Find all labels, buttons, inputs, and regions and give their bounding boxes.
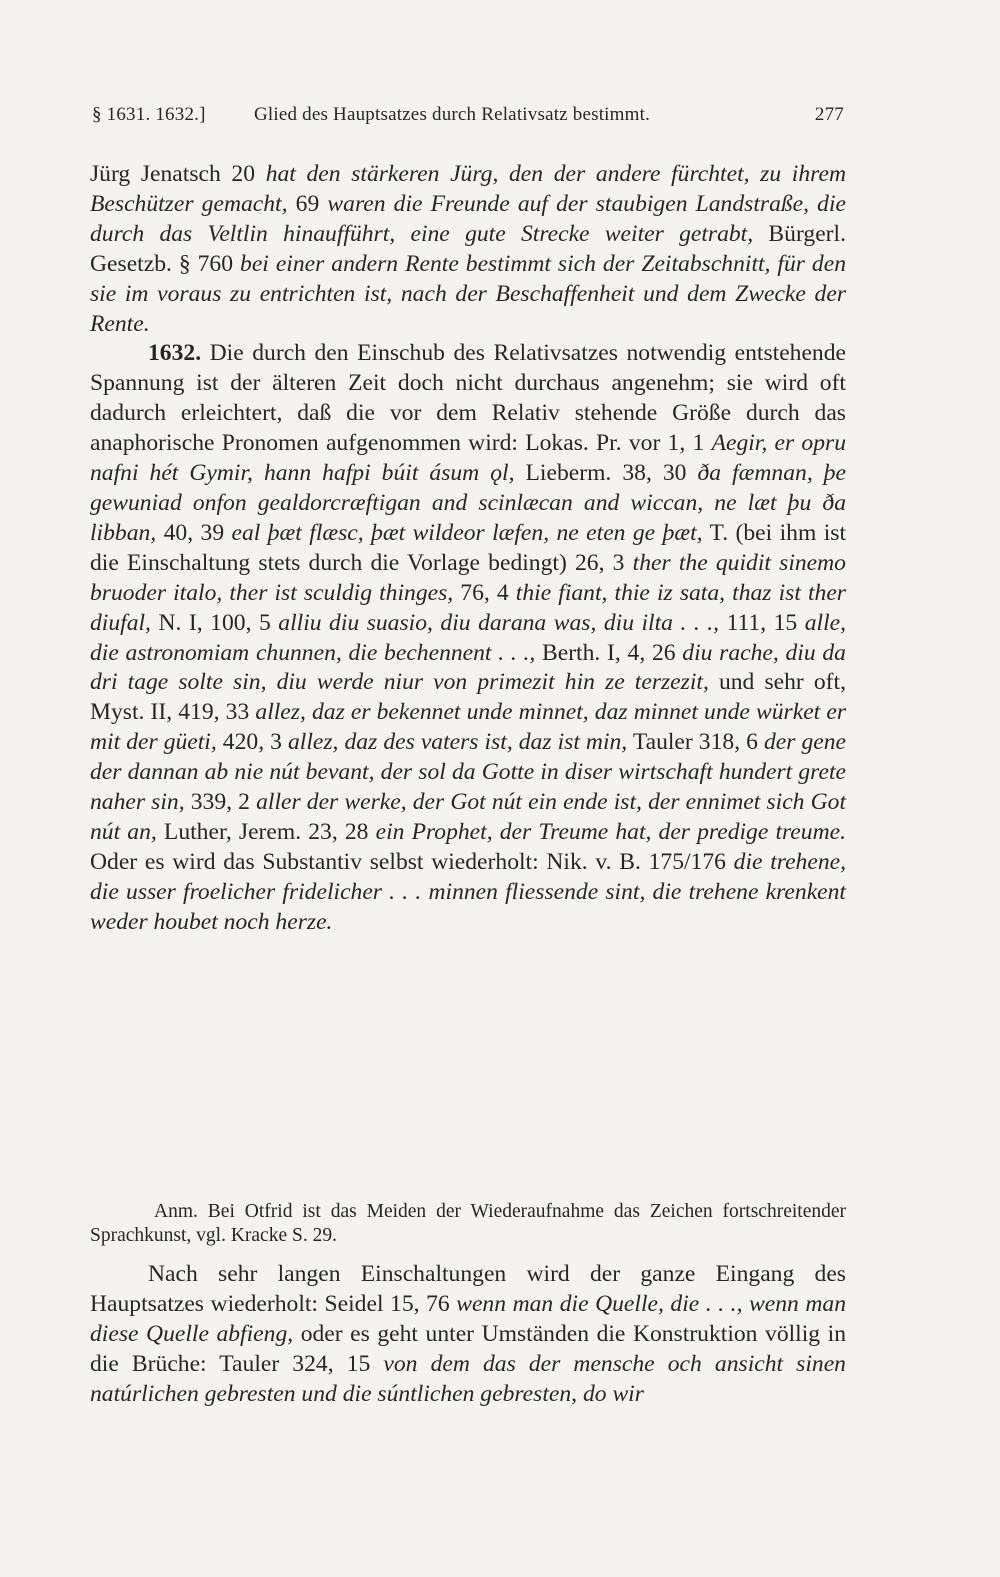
paragraph-long-insertions <box>90 1260 846 1410</box>
running-title: Glied des Hauptsatzes durch Relativsatz bestimmt. <box>254 104 651 125</box>
italic-quotation: eal þæt flæsc, þæt wildeor læfen, ne eten ge þæt, <box>231 519 703 546</box>
text-run: 69 <box>287 190 328 217</box>
text-run: T. (bei ihm ist die Einschaltung stets durch die Vorlage bedingt) 26, 3 <box>90 519 847 576</box>
running-header <box>92 104 844 134</box>
italic-quotation: alle, die astronomiam chunnen, die bechennent . . ., <box>90 609 847 666</box>
section-number: 1632. <box>148 340 202 367</box>
italic-quotation: von dem das der mensche och ansicht sinen natúrlichen gebresten und die súntlichen gebresten, do wir <box>90 1350 846 1407</box>
italic-quotation: ther the quidit sinemo bruoder italo, ther ist sculdig thinges, <box>90 549 846 606</box>
italic-quotation: ða fæmnan, þe gewuniad onfon gealdorcræftigan and scinlæcan and wiccan, ne læt þu ða libban, <box>90 460 847 546</box>
text-run: 76, 4 <box>453 579 516 606</box>
italic-quotation: diu rache, diu da dri tage solte sin, diu werde niur von primezit hin ze terzezit, <box>90 639 846 696</box>
italic-quotation: wenn man die Quelle, die . . ., wenn man diese Quelle abfieng, <box>90 1290 846 1347</box>
text-run: Oder es wird das Substantiv selbst wiederholt: Nik. v. B. 175/176 <box>90 848 734 875</box>
paragraph-1632 <box>90 339 846 937</box>
text-run: N. I, 100, 5 <box>150 609 279 636</box>
text-run: Nach sehr langen Einschaltungen wird der ganze Eingang des Hauptsatzes wiederholt: Seidel 15, 76 <box>90 1261 846 1317</box>
text-run: Jürg Jenatsch 20 <box>90 161 266 187</box>
italic-quotation: waren die Freunde auf der staubigen Landstraße, die durch das Veltlin hinaufführt, eine gute Strecke weiter getrabt, <box>90 190 847 247</box>
annotation-text: Anm. Bei Otfrid ist das Meiden der Wiederaufnahme das Zeichen fortschreitender Sprachkunst, vgl. Kracke S. 29. <box>90 1201 846 1246</box>
text-run: Die durch den Einschub des Relativsatzes notwendig entstehende Spannung ist der älteren Zeit doch nicht durchaus angenehm; sie wird oft dadurch erleichtert, daß die vor dem Relativ stehende Größe durch das anaphorische Pronomen aufgenommen wird: Lokas. Pr. vor 1, 1 <box>90 340 846 457</box>
annotation-note <box>90 1200 846 1248</box>
italic-quotation: ein Prophet, der Treume hat, der predige treume. <box>375 818 846 845</box>
text-run: 40, 39 <box>156 519 232 546</box>
text-run: Tauler 318, 6 <box>627 729 764 756</box>
text-run: oder es geht unter Umständen die Konstruktion völlig in die Brüche: Tauler 324, 15 <box>90 1320 846 1377</box>
italic-quotation: allez, daz er bekennet unde minnet, daz minnet unde würket er mit der güeti, <box>90 699 847 756</box>
italic-quotation: Aegir, er opru nafni hét Gymir, hann hafpi búit ásum ǫl, <box>90 430 846 487</box>
text-run: und sehr oft, Myst. II, 419, 33 <box>90 669 846 726</box>
text-run: Bürgerl. Gesetzb. § 760 <box>90 220 846 277</box>
main-text-block <box>90 160 846 938</box>
main-text-block-continued <box>90 1260 846 1410</box>
italic-quotation: der gene der dannan ab nie nút bevant, der sol da Gotte in diser wirtschaft hundert grete naher sin, <box>90 729 847 816</box>
italic-quotation: die trehene, die usser froelicher fridelicher . . . minnen fliessende sint, die trehene krenkent weder houbet noch herze. <box>90 848 846 935</box>
italic-quotation: alliu diu suasio, diu darana was, diu ilta . . ., <box>278 609 720 636</box>
italic-quotation: bei einer andern Rente bestimmt sich der Zeitabschnitt, für den sie im voraus zu entrichten ist, nach der Beschaffenheit und dem Zwecke der Rente. <box>90 250 847 337</box>
text-run: Lieberm. 38, 30 <box>514 460 698 487</box>
text-run: 339, 2 <box>184 789 257 816</box>
page-number: 277 <box>814 104 844 125</box>
section-reference: § 1631. 1632.] <box>92 104 206 125</box>
italic-quotation: aller der werke, der Got nút ein ende ist, der ennimet sich Got nút an, <box>90 789 846 845</box>
text-run: 420, 3 <box>216 729 288 756</box>
paragraph-1631-examples <box>90 160 846 339</box>
text-run: Luther, Jerem. 23, 28 <box>156 818 376 845</box>
italic-quotation: allez, daz des vaters ist, daz ist min, <box>288 729 628 756</box>
text-run: Berth. I, 4, 26 <box>535 639 683 666</box>
italic-quotation: hat den stärkeren Jürg, den der andere fürchtet, zu ihrem Beschützer gemacht, <box>90 161 846 217</box>
text-run: 111, 15 <box>719 609 805 636</box>
italic-quotation: thie fiant, thie iz sata, thaz ist ther diufal, <box>90 579 846 636</box>
